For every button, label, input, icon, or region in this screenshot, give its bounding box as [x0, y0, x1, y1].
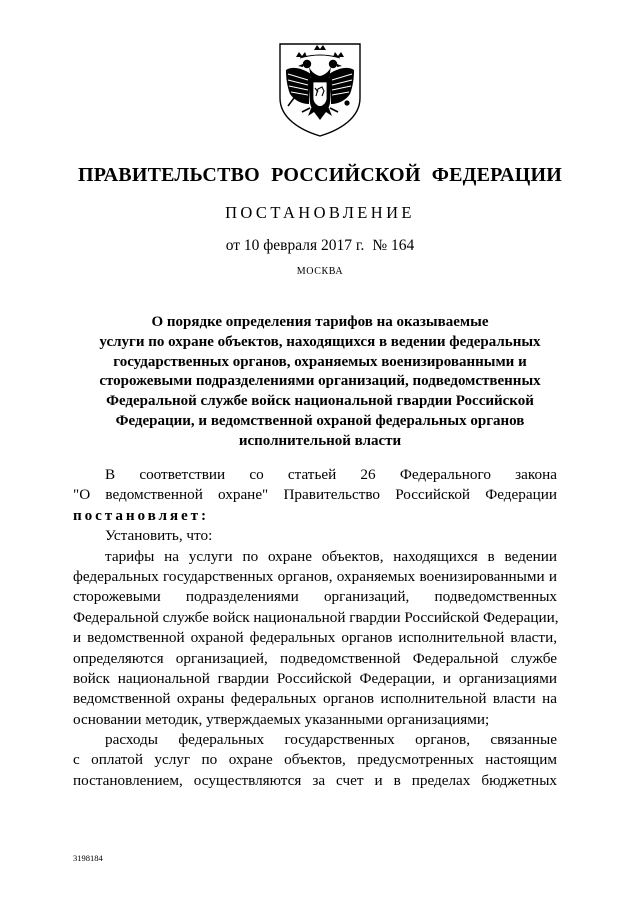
body-line: войск национальной гвардии Российской Федерации, и организациями [73, 669, 557, 687]
body-line: с оплатой услуг по охране объектов, предусмотренных настоящим [73, 751, 557, 769]
russian-coat-of-arms-icon [274, 40, 366, 138]
body-line: сторожевыми подразделениями организаций, подведомственных [73, 588, 557, 606]
document-place: МОСКВА [296, 266, 344, 277]
subject-line: Федеральной службе войск национальной гвардии Российской [106, 393, 534, 410]
subject-line: сторожевыми подразделениями организаций, подведомственных [99, 373, 541, 390]
body-line: постановлением, осуществляются за счет и в пределах бюджетных [73, 771, 557, 789]
subject-line: О порядке определения тарифов на оказываемые [151, 314, 489, 330]
document-body [73, 465, 557, 791]
document-date: от 10 февраля 2017 г. [225, 237, 365, 254]
body-line: определяются организацией, подведомственной Федеральной службе [73, 649, 557, 667]
body-line: Установить, что: [105, 527, 213, 545]
body-line: расходы федеральных государственных органов, связанные [105, 731, 557, 749]
body-line: основании методик, утверждаемых указанными организациями; [73, 710, 490, 728]
body-line: тарифы на услуги по охране объектов, находящихся в ведении [105, 547, 557, 565]
document-date-line [0, 237, 640, 255]
body-line: "О ведомственной охране" Правительство Российской Федерации [73, 486, 557, 504]
subject-line: Федерации, и ведомственной охраной федеральных органов [115, 412, 525, 429]
subject-line: исполнительной власти [238, 432, 402, 449]
document-subject [60, 313, 580, 452]
document-number: № 164 [372, 237, 415, 254]
subject-line: государственных органов, охраняемых военизированными и [113, 353, 527, 370]
document-type: ПОСТАНОВЛЕНИЕ [225, 203, 415, 222]
body-line: В соответствии со статьей 26 Федерального закона [105, 466, 557, 483]
government-title: ПРАВИТЕЛЬСТВО РОССИЙСКОЙ ФЕДЕРАЦИИ [78, 164, 562, 186]
body-line: ведомственной охраны федеральных органов исполнительной власти на [73, 690, 557, 708]
body-line-resolves: постановляет: [73, 506, 209, 524]
body-line: федеральных государственных органов, охраняемых военизированными и [73, 567, 557, 585]
document-code: 3198184 [73, 853, 103, 863]
body-line: Федеральной службе войск национальной гвардии Российской Федерации, [73, 608, 559, 626]
body-line: и ведомственной охраной федеральных органов исполнительной власти, [73, 629, 557, 647]
subject-line: услуги по охране объектов, находящихся в ведении федеральных [99, 333, 541, 350]
